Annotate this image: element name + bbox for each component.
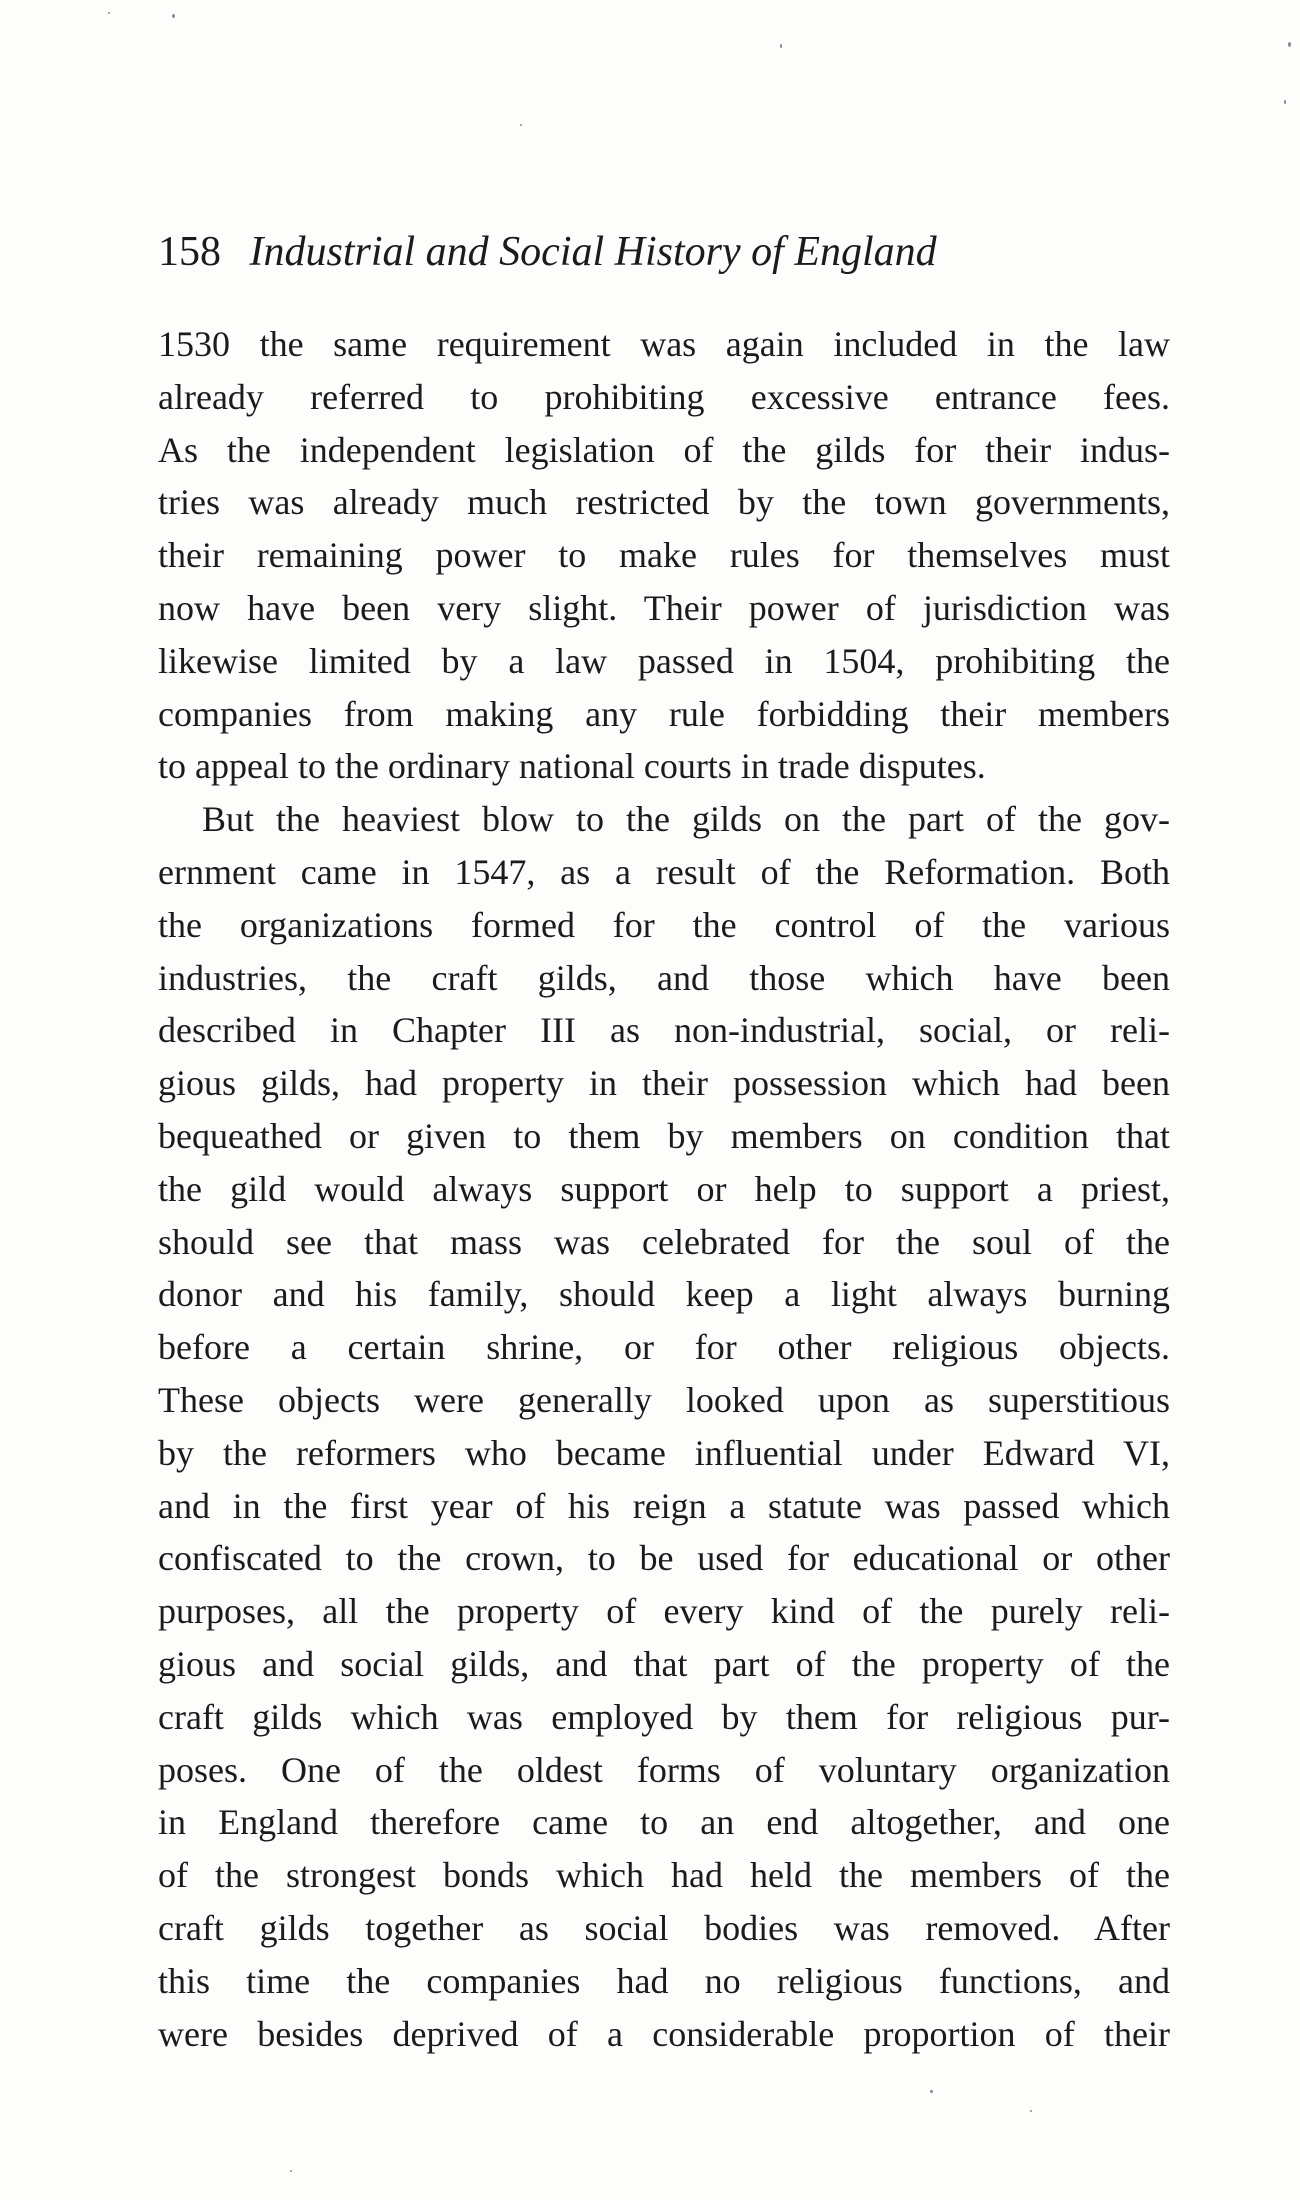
text-line: poses. One of the oldest forms of voluntary organization xyxy=(158,1749,1170,1790)
text-line: of the strongest bonds which had held the members of the xyxy=(158,1855,1170,1896)
body-text xyxy=(158,318,1170,2060)
text-line: the organizations formed for the control of the various xyxy=(158,904,1170,945)
scan-speck xyxy=(108,12,110,14)
text-line: their remaining power to make rules for themselves must xyxy=(158,535,1170,576)
text-line: and in the first year of his reign a statute was passed which xyxy=(158,1485,1170,1526)
text-line: gious gilds, had property in their possession which had been xyxy=(158,1063,1170,1104)
text-line: companies from making any rule forbidding their members xyxy=(158,693,1170,734)
text-line: by the reformers who became influential under Edward VI, xyxy=(158,1432,1170,1473)
text-line: confiscated to the crown, to be used for educational or other xyxy=(158,1538,1170,1579)
text-line: this time the companies had no religious functions, and xyxy=(158,1960,1170,2001)
text-line: donor and his family, should keep a light always burning xyxy=(158,1274,1170,1315)
text-line: ernment came in 1547, as a result of the Reformation. Both xyxy=(158,851,1170,892)
text-line: 1530 the same requirement was again included in the law xyxy=(158,324,1170,364)
page-header xyxy=(158,222,1168,282)
text-line: should see that mass was celebrated for the soul of the xyxy=(158,1221,1170,1262)
scan-speck xyxy=(1030,2110,1032,2112)
scan-speck xyxy=(930,2090,933,2093)
text-line: industries, the craft gilds, and those which have been xyxy=(158,957,1170,998)
scan-speck xyxy=(1288,42,1291,47)
running-title: Industrial and Social History of England xyxy=(249,229,937,275)
text-line: already referred to prohibiting excessive entrance fees. xyxy=(158,376,1170,417)
text-line: These objects were generally looked upon as superstitious xyxy=(158,1379,1170,1420)
text-line: bequeathed or given to them by members on condition that xyxy=(158,1115,1170,1156)
text-line: purposes, all the property of every kind of the purely reli- xyxy=(158,1591,1170,1632)
text-line: now have been very slight. Their power of jurisdiction was xyxy=(158,587,1170,628)
page-number: 158 xyxy=(158,229,221,275)
scan-speck xyxy=(1284,100,1286,104)
text-line: But the heaviest blow to the gilds on the part of the gov- xyxy=(202,799,1170,840)
text-line: to appeal to the ordinary national courts in trade disputes. xyxy=(158,746,986,787)
text-line: described in Chapter III as non-industrial, social, or reli- xyxy=(158,1010,1170,1051)
text-line: likewise limited by a law passed in 1504, prohibiting the xyxy=(158,640,1170,681)
scan-speck xyxy=(780,44,782,48)
text-line: tries was already much restricted by the town governments, xyxy=(158,482,1170,523)
text-line: the gild would always support or help to support a priest, xyxy=(158,1168,1170,1209)
text-line: craft gilds which was employed by them for religious pur- xyxy=(158,1696,1170,1737)
text-line: in England therefore came to an end altogether, and one xyxy=(158,1802,1170,1843)
scan-speck xyxy=(520,124,522,126)
text-line: before a certain shrine, or for other religious objects. xyxy=(158,1327,1170,1368)
text-line: As the independent legislation of the gilds for their indus- xyxy=(158,429,1170,470)
scan-speck xyxy=(290,2170,292,2172)
text-line: were besides deprived of a considerable proportion of their xyxy=(158,2013,1170,2054)
text-line: craft gilds together as social bodies was removed. After xyxy=(158,1907,1170,1948)
text-line: gious and social gilds, and that part of the property of the xyxy=(158,1643,1170,1684)
scan-speck xyxy=(172,14,175,18)
